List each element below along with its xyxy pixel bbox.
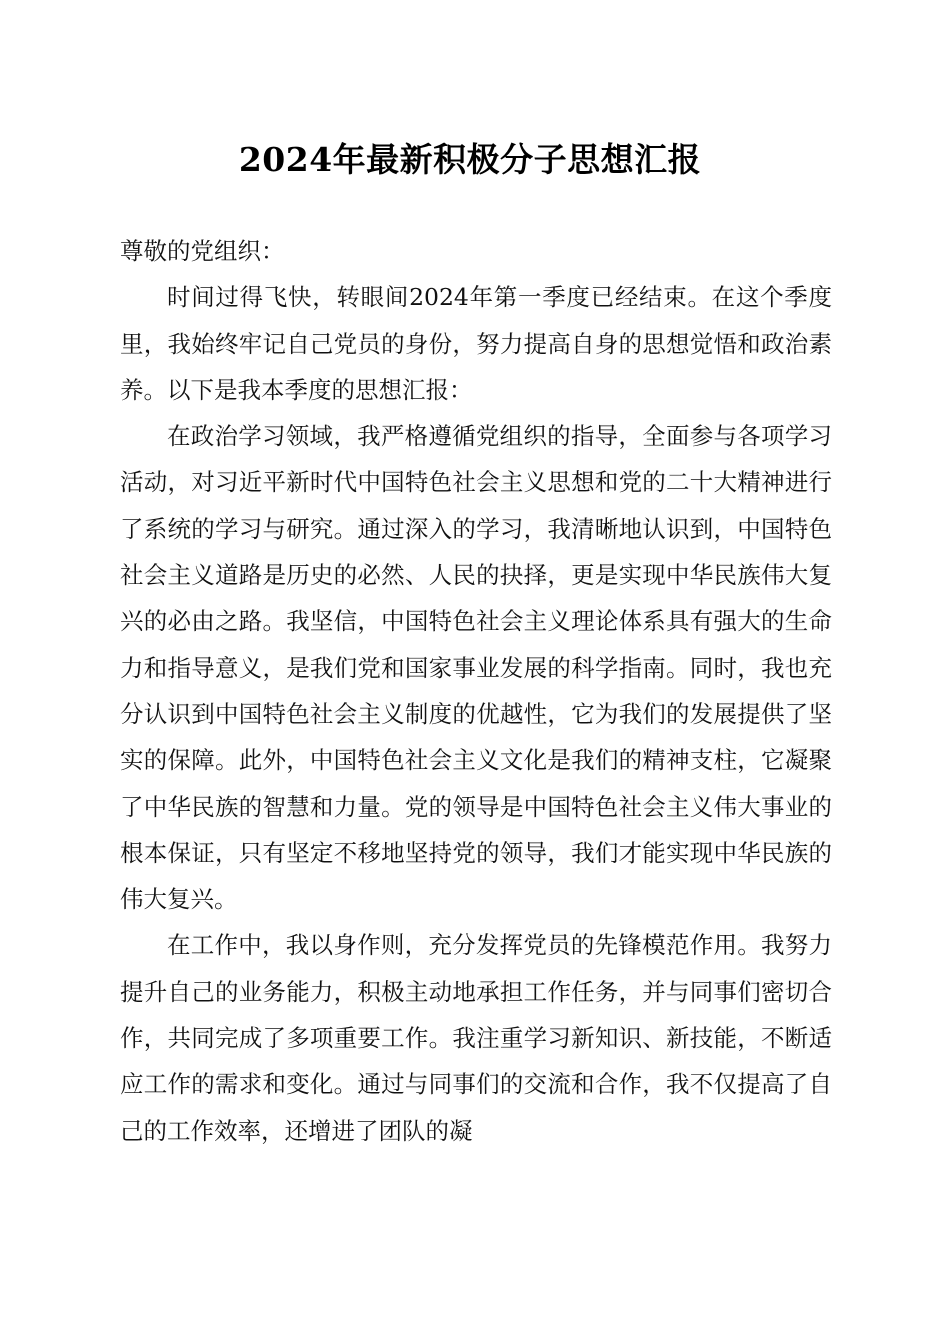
paragraph-political-study: 在政治学习领域，我严格遵循党组织的指导，全面参与各项学习活动，对习近平新时代中国特色社会主义思想和党的二十大精神进行了系统的学习与研究。通过深入的学习，我清晰地认识到，中国特色社会主义道路是历史的必然、人民的抉择，更是实现中华民族伟大复兴的必由之路。我坚信，中国特色社会主义理论体系具有强大的生命力和指导意义，是我们党和国家事业发展的科学指南。同时，我也充分认识到中国特色社会主义制度的优越性，它为我们的发展提供了坚实的保障。此外，中国特色社会主义文化是我们的精神支柱，它凝聚了中华民族的智慧和力量。党的领导是中国特色社会主义伟大事业的根本保证，只有坚定不移地坚持党的领导，我们才能实现中华民族的伟大复兴。	[120, 422, 832, 914]
salutation: 尊敬的党组织：	[120, 237, 285, 265]
paragraph-intro: 时间过得飞快，转眼间2024年第一季度已经结束。在这个季度里，我始终牢记自己党员的身份，努力提高自身的思想觉悟和政治素养。以下是我本季度的思想汇报：	[120, 283, 832, 404]
document-title: 2024年最新积极分子思想汇报	[238, 140, 702, 179]
document-body	[120, 228, 832, 1154]
paragraph-work: 在工作中，我以身作则，充分发挥党员的先锋模范作用。我努力提升自己的业务能力，积极主动地承担工作任务，并与同事们密切合作，共同完成了多项重要工作。我注重学习新知识、新技能，不断适应工作的需求和变化。通过与同事们的交流和合作，我不仅提高了自己的工作效率，还增进了团队的凝	[120, 931, 832, 1145]
